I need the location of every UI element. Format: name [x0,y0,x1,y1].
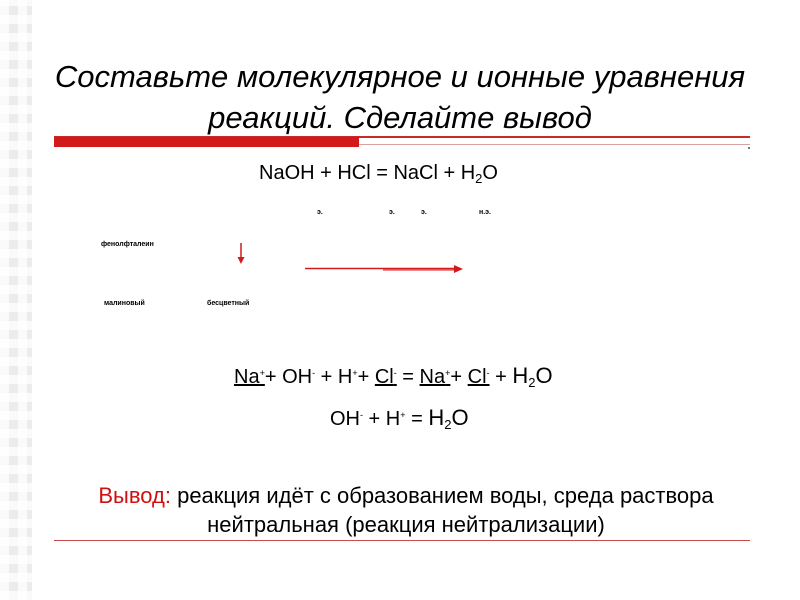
label-electrolyte-hcl: э. [389,209,395,216]
molecular-equation-tail: O [482,162,498,184]
water-formula: $H_2O$ [512,363,553,390]
indicator-name: фенолфталеин [101,241,154,248]
plus-sign: + [264,366,283,388]
plus-sign: + [450,366,468,388]
title-line-1: Составьте молекулярное и ионные уравнения [54,59,746,94]
label-electrolyte-nacl: э. [421,209,427,216]
plus-sign: + [357,366,375,388]
equals-sign: = [405,408,429,430]
molecular-equation-text: NaOH + HCl = NaCl + H [259,162,476,184]
bottom-divider [54,540,750,541]
right-arrow-icon [305,264,465,274]
short-ionic-equation [330,403,469,437]
conclusion-label: Вывод: [98,483,171,508]
conclusion-line-1: реакция идёт с образованием воды, среда раствора [170,483,714,508]
ion-na-2: Na+ [419,366,451,388]
conclusion-line-2: нейтральная (реакция нейтрализации) [207,512,605,537]
plus-sign: + [315,366,338,388]
ion-cl-1: Cl- [374,366,397,388]
ion-oh: OH- [330,408,363,430]
decorative-dot [748,147,750,149]
ion-oh: OH- [282,366,316,388]
color-colorless-label: бесцветный [207,300,250,307]
molecular-equation [259,161,498,191]
color-crimson-label: малиновый [104,300,145,307]
label-non-electrolyte-water: н.э. [479,209,491,216]
slide-title [40,56,760,138]
title-underline-thin [359,144,750,145]
ion-cl-2: Cl- [467,366,490,388]
conclusion [58,481,754,539]
label-electrolyte-naoh: э. [317,209,323,216]
plus-sign: + [363,408,386,430]
ion-na-1: Na+ [234,366,265,388]
water-formula: $H_2O$ [428,405,469,432]
title-line-2: реакций. Сделайте вывод [208,100,592,135]
full-ionic-equation [234,361,553,395]
equals-sign: = [396,366,420,388]
plus-sign: + [489,366,513,388]
down-arrow-icon [236,243,246,265]
ion-h: H+ [385,408,406,430]
molecular-equation-subscript: 2 [475,171,483,186]
title-accent-bar [54,137,359,147]
ion-h: H+ [337,366,358,388]
